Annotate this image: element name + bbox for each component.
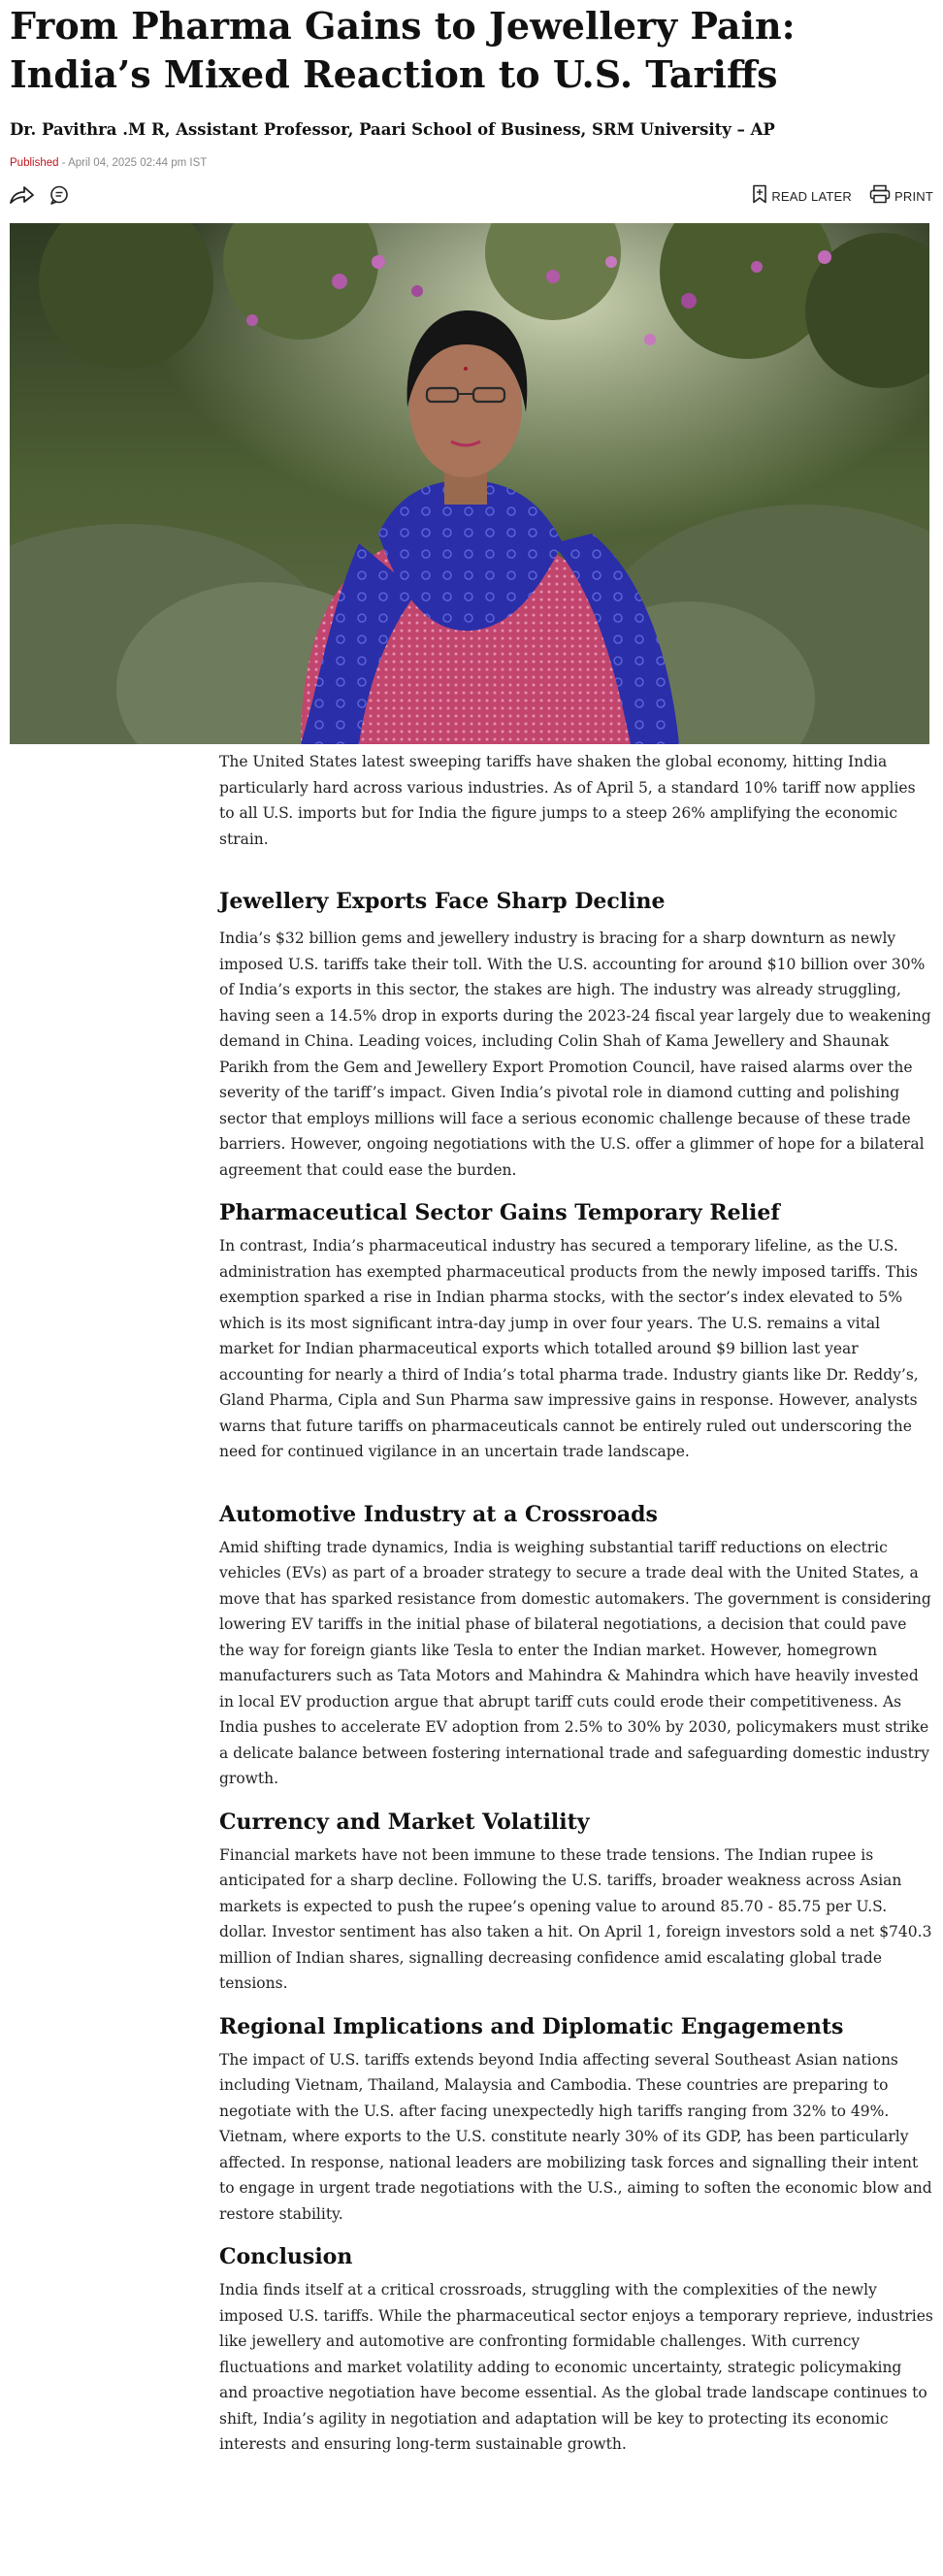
read-later-button[interactable] [752,184,852,208]
article-byline: Dr. Pavithra .M R, Assistant Professor, Paari School of Business, SRM University – AP [10,120,775,139]
article-body [219,749,933,2458]
section-heading-currency: Currency and Market Volatility [219,1809,590,1835]
hero-photo [10,223,929,744]
section-body-automotive: Amid shifting trade dynamics, India is weighing substantial tariff reductions on electric vehicles (EVs) as part of a broader strategy to secure a trade deal with the United States, a move that has sparked resistance from domestic automakers. The government is considering lowering EV tariffs in the initial phase of bilateral negotiations, a decision that could pave the way for foreign giants like Tesla to enter the Indian market. However, homegrown manufacturers such as Tata Motors and Mahindra & Mahindra which have heavily invested in local EV production argue that abrupt tariff cuts could erode their competitiveness. As India pushes to accelerate EV adoption from 2.5% to 30% by 2030, policymakers must strike a delicate balance between fostering international trade and safeguarding domestic industry growth. [219,1538,931,1787]
article-headline: From Pharma Gains to Jewellery Pain: India’s Mixed Reaction to U.S. Tariffs [10,4,796,96]
social-toolbar [8,184,70,206]
section-body-pharma: In contrast, India’s pharmaceutical industry has secured a temporary lifeline, as the U.S. administration has exempted pharmaceutical products from the newly imposed tariffs. This exemption sparked a rise in Indian pharma stocks, with the sector’s index elevated to 5% which is its most significant intra-day jump in over four years. The U.S. remains a vital market for Indian pharmaceutical exports which totalled around $9 billion last year accounting for nearly a third of India’s total pharma trade. Industry giants like Dr. Reddy’s, Gland Pharma, Cipla and Sun Pharma saw impressive gains in response. However, analysts warns that future tariffs on pharmaceuticals cannot be entirely ruled out underscoring the need for continued vigilance in an uncertain trade landscape. [219,1237,919,1460]
section-heading-regional: Regional Implications and Diplomatic Engagements [219,2013,844,2039]
section-body-jewellery: India’s $32 billion gems and jewellery industry is bracing for a sharp downturn as newly imposed U.S. tariffs take their toll. With the U.S. accounting for around $10 billion over 30% of India’s exports in this sector, the stakes are high. The industry was already struggling, having seen a 14.5% drop in exports during the 2023-24 fiscal year largely due to weakening demand in China. Leading voices, including Colin Shah of Kama Jewellery and Shaunak Parikh from the Gem and Jewellery Export Promotion Council, have raised alarms over the severity of the tariff’s impact. Given India’s pivotal role in diamond cutting and polishing sector that employs millions will face a serious economic challenge because of these trade barriers. However, ongoing negotiations with the U.S. offer a glimmer of hope for a bilateral agreement that could ease the burden. [219,929,931,1179]
published-label: Published [10,157,59,169]
printer-icon [869,184,891,208]
section-heading-automotive: Automotive Industry at a Crossroads [219,1501,658,1527]
section-body-conclusion: India finds itself at a critical crossroads, struggling with the complexities of the newly imposed U.S. tariffs. While the pharmaceutical sector enjoys a temporary reprieve, industries like jewellery and automotive are confronting formidable challenges. With currency fluctuations and market volatility adding to economic uncertainty, strategic policymaking and proactive negotiation have become essential. As the global trade landscape continues to shift, India’s agility in negotiation and adaptation will be key to protecting its economic interests and ensuring long-term sustainable growth. [219,2281,933,2453]
share-icon[interactable] [8,184,35,206]
article-lede: The United States latest sweeping tariffs have shaken the global economy, hitting India particularly hard across various industries. As of April 5, a standard 10% tariff now applies to all U.S. imports but for India the figure jumps to a steep 26% amplifying the economic strain. [219,753,916,848]
bookmark-icon [752,184,767,208]
print-button[interactable] [869,184,933,208]
section-heading-pharma: Pharmaceutical Sector Gains Temporary Relief [219,1200,780,1225]
section-heading-jewellery: Jewellery Exports Face Sharp Decline [219,889,666,914]
read-later-label: READ LATER [771,188,852,204]
publish-meta [10,157,207,169]
comment-icon[interactable] [49,184,70,206]
print-label: PRINT [894,188,933,204]
article-actions [752,184,933,208]
section-body-regional: The impact of U.S. tariffs extends beyond India affecting several Southeast Asian nations including Vietnam, Thailand, Malaysia and Cambodia. These countries are preparing to negotiate with the U.S. after facing unexpectedly high tariffs ranging from 32% to 49%. Vietnam, where exports to the U.S. constitute nearly 30% of its GDP, has been particularly affected. In response, national leaders are mobilizing task forces and signalling their intent to engage in urgent trade negotiations with the U.S., aiming to soften the economic blow and restore stability. [219,2050,932,2223]
section-body-currency: Financial markets have not been immune to these trade tensions. The Indian rupee is anticipated for a sharp decline. Following the U.S. tariffs, broader weakness across Asian markets is expected to push the rupee’s opening value to around 85.70 - 85.75 per U.S. dollar. Investor sentiment has also taken a hit. On April 1, foreign investors sold a net $740.3 million of Indian shares, signalling decreasing confidence amid escalating global trade tensions. [219,1845,932,1992]
section-heading-conclusion: Conclusion [219,2244,353,2269]
published-date: - April 04, 2025 02:44 pm IST [58,157,208,169]
